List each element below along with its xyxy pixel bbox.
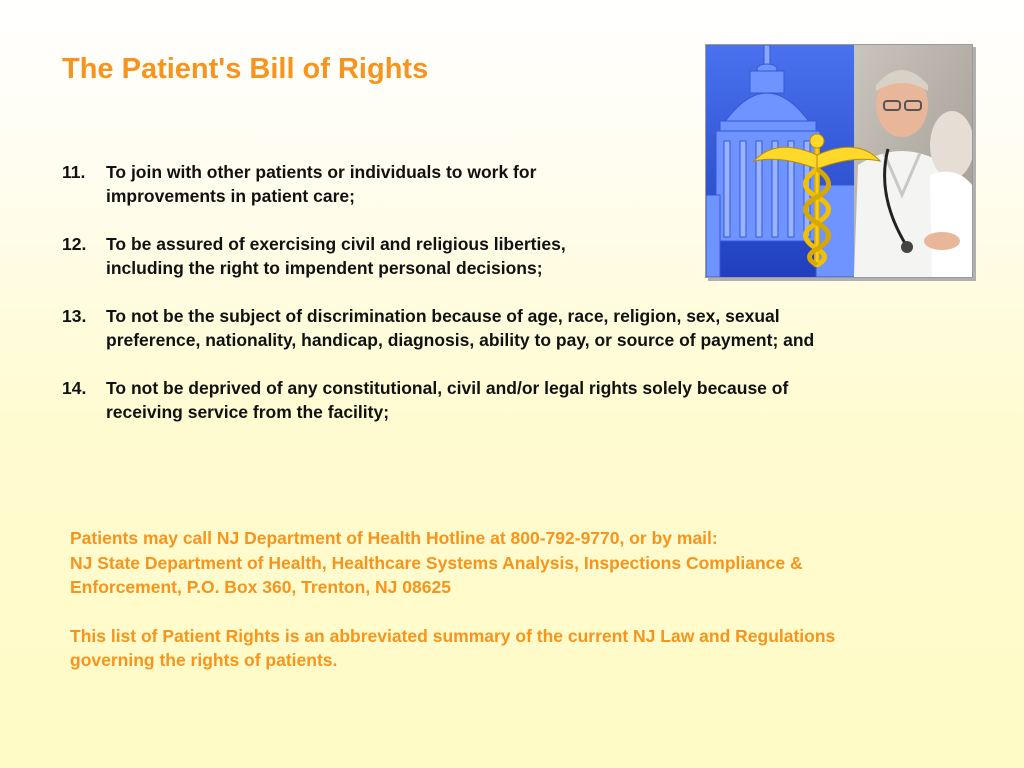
right-text-line: receiving service from the facility; xyxy=(106,402,390,422)
right-text-line: To be assured of exercising civil and religious liberties, xyxy=(106,234,566,254)
right-number: 13. xyxy=(62,306,87,326)
right-text-line: including the right to impendent personal decisions; xyxy=(106,258,543,278)
right-item-14 xyxy=(62,376,962,424)
right-number: 12. xyxy=(62,234,87,254)
hotline-line: Patients may call NJ Department of Health Hotline at 800-792-9770, or by mail: xyxy=(70,528,718,548)
disclaimer-line: This list of Patient Rights is an abbreviated summary of the current NJ Law and Regulations xyxy=(70,625,836,646)
disclaimer-line: governing the rights of patients. xyxy=(70,650,338,670)
right-text-line: preference, nationality, handicap, diagnosis, ability to pay, or source of payment; and xyxy=(106,330,815,350)
slide-title: The Patient's Bill of Rights xyxy=(62,53,429,85)
right-text-line: To join with other patients or individuals to work for xyxy=(106,162,537,182)
right-item-13 xyxy=(62,304,962,352)
address-line: NJ State Department of Health, Healthcare Systems Analysis, Inspections Compliance & xyxy=(70,552,803,573)
right-text-line: To not be the subject of discrimination because of age, race, religion, sex, sexual xyxy=(106,306,780,326)
right-text-line: improvements in patient care; xyxy=(106,186,355,206)
contact-notice xyxy=(70,526,970,673)
right-number: 14. xyxy=(62,378,87,398)
right-number: 11. xyxy=(62,162,86,182)
medical-photo xyxy=(705,44,973,278)
right-text-line: To not be deprived of any constitutional, civil and/or legal rights solely because of xyxy=(106,378,789,398)
spacer xyxy=(70,600,970,624)
address-line: Enforcement, P.O. Box 360, Trenton, NJ 08625 xyxy=(70,577,451,597)
